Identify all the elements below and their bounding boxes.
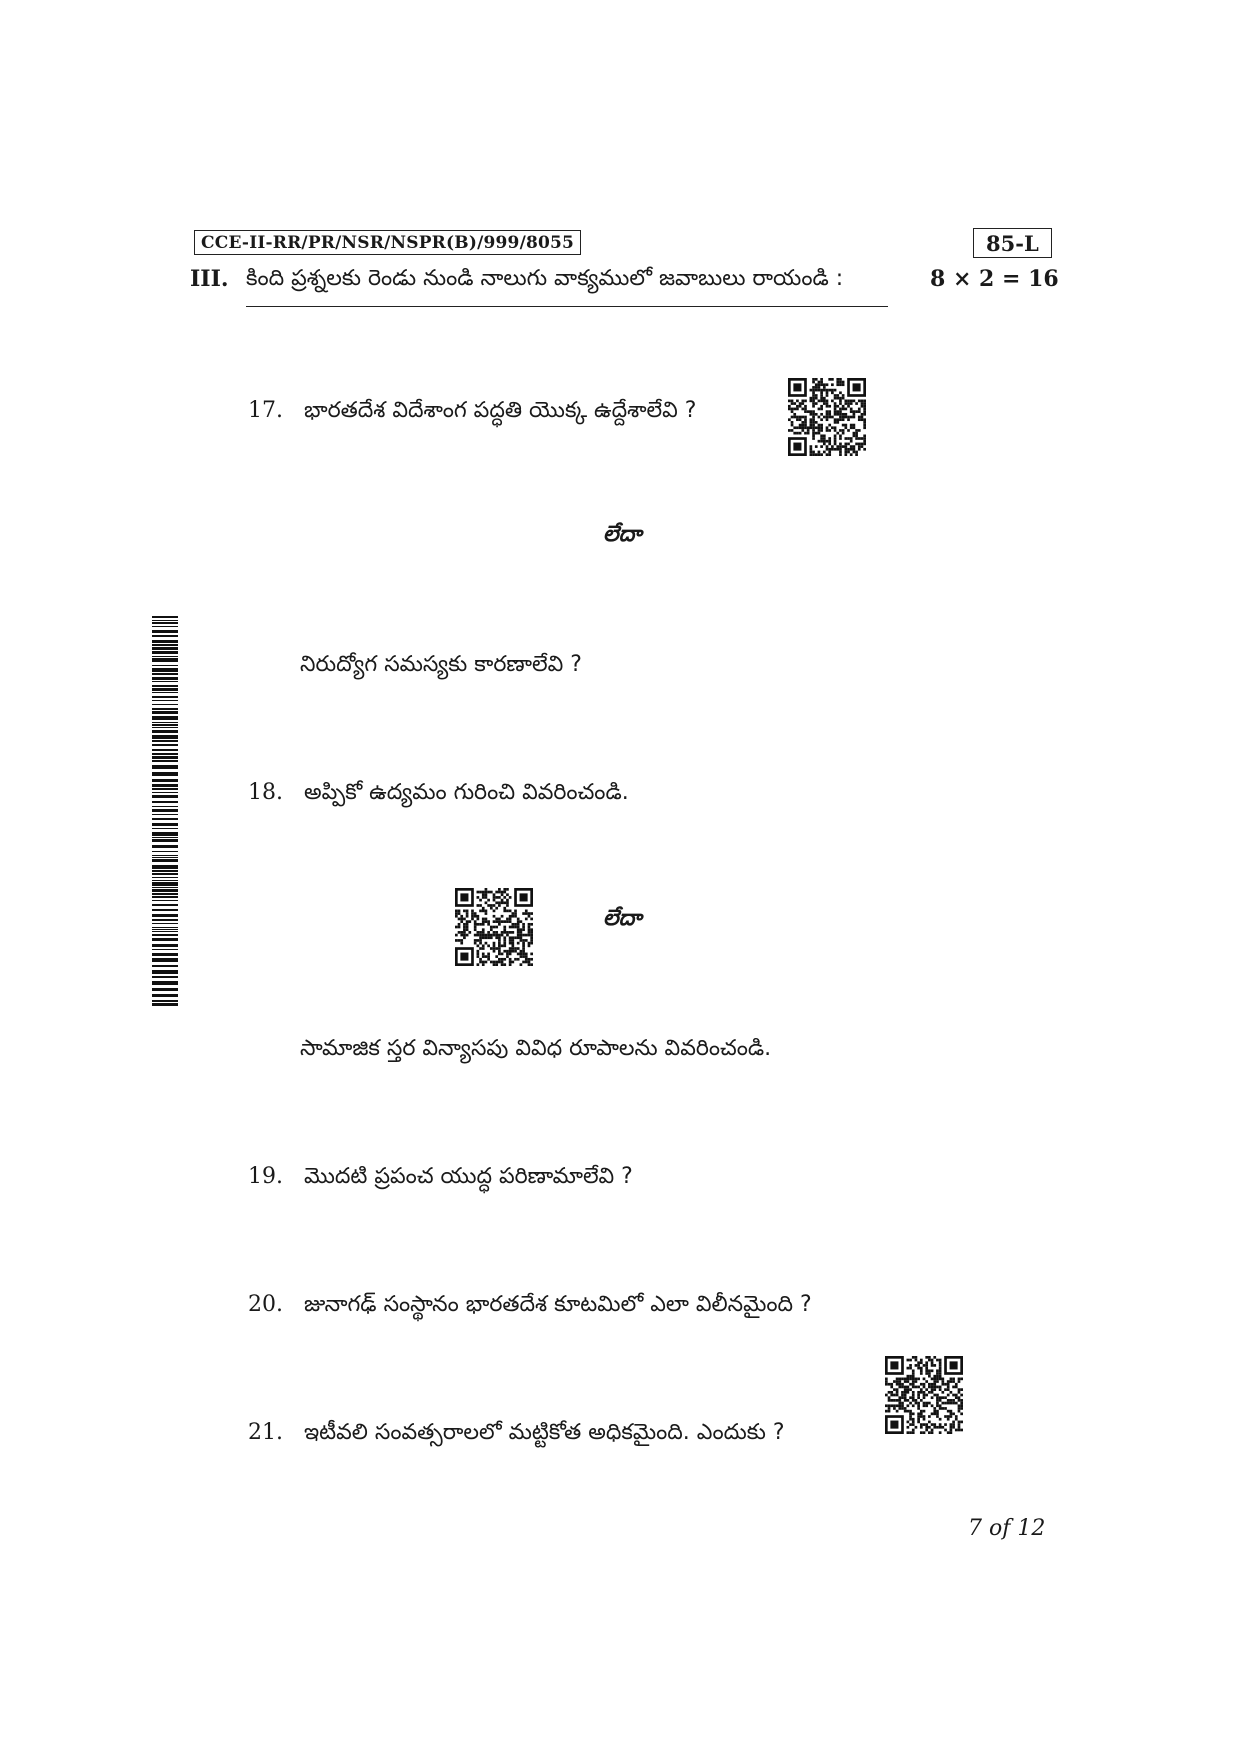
question-number: 19.	[248, 1164, 283, 1189]
question-text: అప్పికో ఉద్యమం గురించి వివరించండి.	[304, 780, 629, 805]
paper-code: 85-L	[973, 228, 1052, 258]
question-number: 17.	[248, 398, 283, 423]
document-code: CCE-II-RR/PR/NSR/NSPR(B)/999/8055	[194, 230, 581, 255]
barcode-icon	[152, 616, 178, 1006]
question-text: జునాగఢ్ సంస్థానం భారతదేశ కూటమిలో ఎలా విలీనమైంది ?	[304, 1292, 812, 1317]
question-text: భారతదేశ విదేశాంగ పద్ధతి యొక్క ఉద్దేశాలేవి ?	[304, 398, 697, 423]
question-text: ఇటీవలి సంవత్సరాలలో మట్టికోత అధికమైంది. ఎందుకు ?	[304, 1420, 785, 1445]
alternative-question-text: సామాజిక స్తర విన్యాసపు వివిధ రూపాలను వివరించండి.	[300, 1036, 772, 1061]
section-instruction: కింది ప్రశ్నలకు రెండు నుండి నాలుగు వాక్యములో జవాబులు రాయండి :	[246, 266, 844, 291]
question-number: 20.	[248, 1292, 283, 1317]
page-number: 7 of 12	[968, 1516, 1046, 1541]
alternative-question-text: నిరుద్యోగ సమస్యకు కారణాలేవి ?	[300, 652, 582, 677]
or-label: లేదా	[603, 522, 642, 547]
section-marks: 8 × 2 = 16	[930, 266, 1059, 292]
qr-code-icon	[788, 378, 866, 456]
section-number: III.	[190, 266, 229, 292]
question-text: మొదటి ప్రపంచ యుద్ధ పరిణామాలేవి ?	[304, 1164, 633, 1189]
instruction-underline	[246, 306, 888, 307]
question-number: 18.	[248, 780, 283, 805]
question-number: 21.	[248, 1420, 283, 1445]
or-label: లేదా	[603, 906, 642, 931]
qr-code-icon	[885, 1356, 963, 1434]
qr-code-icon	[455, 888, 533, 966]
